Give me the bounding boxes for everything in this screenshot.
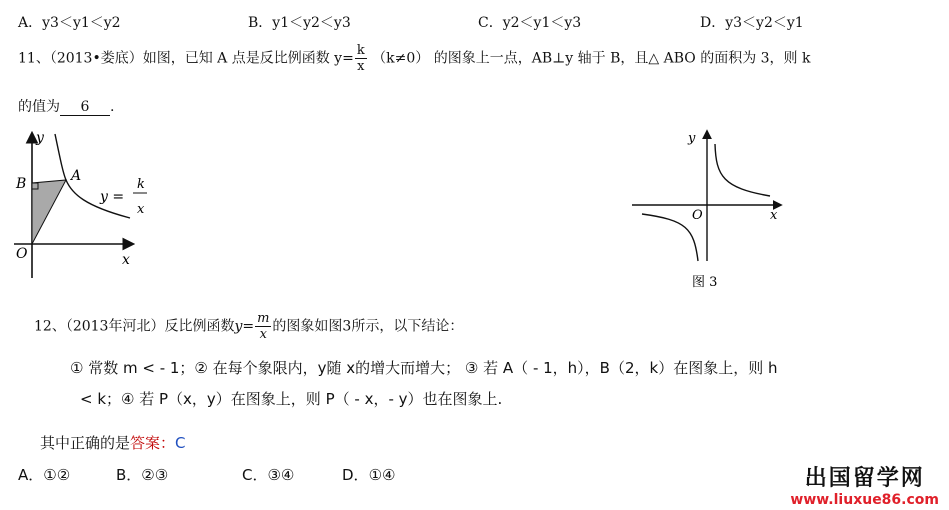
q12-answer-line	[40, 432, 186, 453]
fig2-hyperbola-branch-1	[715, 144, 770, 196]
q11-suffix: 的图象上一点，AB⊥y 轴于 B，且△ ABO 的面积为 3，则 k	[433, 50, 811, 67]
fig1-eq-y: y =	[100, 189, 125, 205]
fig1-hyperbola	[55, 134, 130, 218]
q11-fraction: $\frac{k}{x}$	[356, 43, 365, 74]
fig1-y-label: y	[36, 130, 44, 146]
q10-option-c: C．y2＜y1＜y3	[478, 15, 582, 31]
fig1-b-label: B	[16, 176, 27, 192]
q12-conclusions-line2: < k；④ 若 P（x，y）在图象上，则 P（ - x，- y）也在图象上.	[80, 390, 503, 408]
fig2-origin-label: O	[692, 208, 703, 223]
q12-answer-label: 答案：	[130, 434, 176, 452]
fig1-eq-num: k	[137, 177, 145, 192]
q12-conclusions-line1: ① 常数 m < - 1；② 在每个象限内，y随 x的增大而增大； ③ 若 A（ - 1，h），B（2，k）在图象上，则 h	[70, 359, 778, 377]
fig1-triangle-abo	[32, 180, 66, 244]
watermark-logo	[790, 461, 939, 508]
q11-condition: （k≠0）	[372, 50, 430, 67]
q12-answer-value: C	[175, 434, 186, 452]
q12-prefix: 12、（2013年河北）反比例函数	[34, 318, 235, 335]
q11-stem	[18, 44, 811, 73]
q11-prefix: 11、（2013•娄底）如图，已知 A 点是反比例函数	[18, 50, 330, 67]
fig2-hyperbola-branch-3	[642, 214, 698, 261]
q12-option-d: D．①④	[342, 466, 396, 484]
fig2-y-label: y	[688, 131, 696, 146]
figure-1	[10, 128, 170, 278]
q12-option-b: B．②③	[116, 466, 169, 484]
figure-2	[628, 126, 788, 296]
q11-line2: 的值为 6 .	[18, 99, 115, 115]
fig1-eq-den: x	[137, 202, 145, 217]
fig1-origin-label: O	[16, 246, 28, 262]
q12-option-c: C．③④	[242, 466, 295, 484]
q10-option-a: A．y3＜y1＜y2	[18, 15, 121, 31]
fig2-caption: 图 3	[692, 275, 718, 290]
q12-func-y: y=	[234, 318, 255, 335]
fig1-x-label: x	[122, 252, 130, 268]
q12-option-a: A．①②	[18, 466, 71, 484]
q12-suffix: 的图象如图3所示，以下结论：	[272, 318, 464, 335]
q10-option-d: D．y3＜y2＜y1	[700, 15, 804, 31]
fig2-x-label: x	[770, 208, 778, 223]
q12-fraction: $\frac{m}{x}$	[257, 311, 270, 342]
watermark-url: www.liuxue86.com	[790, 492, 939, 508]
q11-func-y: y=	[334, 50, 354, 67]
fig1-a-label: A	[71, 168, 82, 184]
q10-option-b: B．y1＜y2＜y3	[248, 15, 351, 31]
q11-answer-blank: 6	[60, 99, 110, 116]
watermark-title: 出国留学网	[804, 466, 925, 491]
q12-stem	[34, 312, 463, 341]
q12-correct-prefix: 其中正确的是	[40, 434, 131, 452]
